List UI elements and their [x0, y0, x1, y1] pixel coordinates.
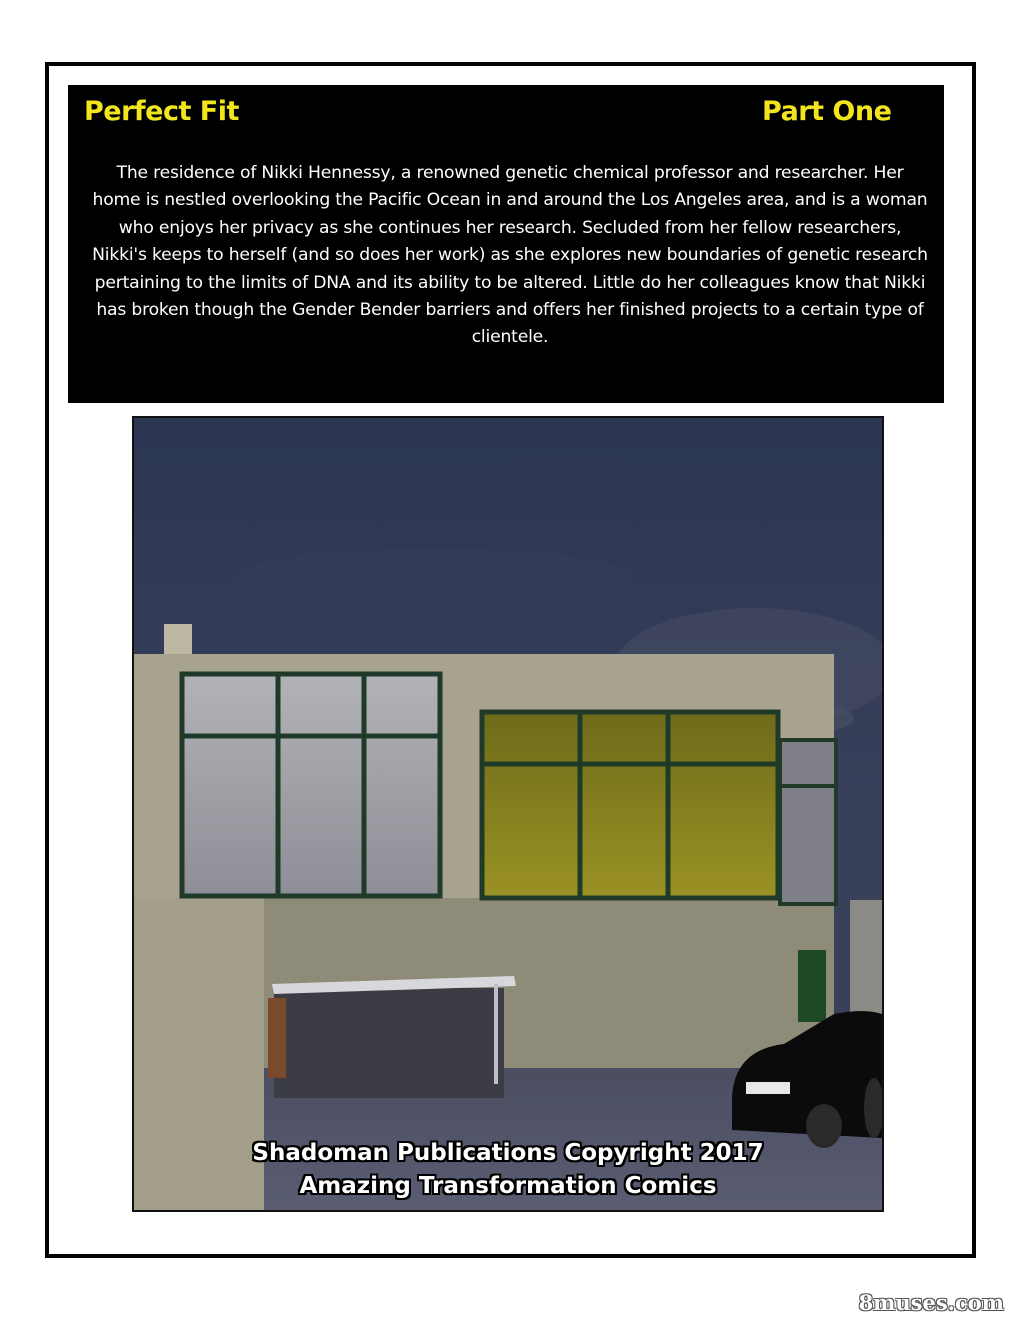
garage-opening	[274, 988, 504, 1098]
narration-text: The residence of Nikki Hennessy, a renowned genetic chemical professor and researcher. Her home is nestled overlooking the Pacific Ocean in and around the Los Angeles area, and is a woman who enjoys her privacy as she continues her research. Secluded from her fellow researchers, Nikki's keeps to herself (and so does her work) as she explores new boundaries of genetic research pertaining to the limits of DNA and its ability to be altered. Little do her colleagues know that Nikki has broken though the Gender Bender barriers and offers her finished projects to a certain type of clientele.	[92, 163, 928, 348]
site-watermark: 8muses.com	[858, 1290, 1004, 1315]
window-gray	[182, 674, 440, 896]
green-door	[798, 950, 826, 1022]
building-panel	[132, 416, 884, 1212]
building-illustration	[134, 418, 882, 1210]
window-yellow	[482, 712, 778, 898]
garage-door	[268, 998, 286, 1078]
window-right	[780, 740, 836, 904]
part-label: Part One	[762, 96, 892, 127]
copyright-line: Shadoman Publications Copyright 2017	[252, 1140, 764, 1166]
publisher-line: Amazing Transformation Comics	[299, 1173, 717, 1199]
comic-title: Perfect Fit	[84, 96, 239, 127]
